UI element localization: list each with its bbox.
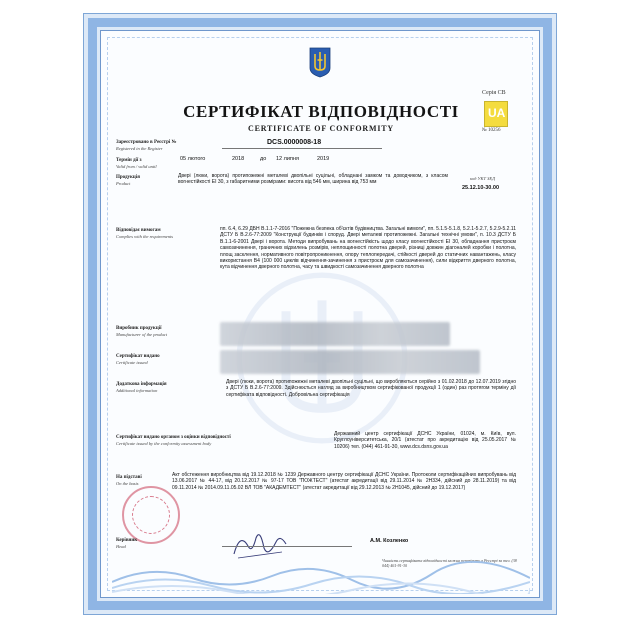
valid-from-day: 05 лютого bbox=[180, 156, 206, 162]
product-label: Продукція bbox=[116, 175, 140, 180]
additional-label: Додаткова інформація bbox=[116, 382, 167, 387]
body-label-en: Certificate issued by the conformity assessment body bbox=[116, 441, 212, 446]
basis-label: На підставі bbox=[116, 475, 142, 480]
head-label-en: Head bbox=[116, 544, 126, 549]
basis-label-en: On the basis bbox=[116, 481, 139, 486]
registration-label: Зареєстровано в Реєстрі № bbox=[116, 140, 177, 145]
product-code: 25.12.10-30.00 bbox=[462, 185, 500, 191]
valid-to-day: 12 липня bbox=[276, 156, 299, 162]
valid-to-year: 2019 bbox=[317, 156, 330, 162]
footer-note: Чинність сертифіката відповідності можна перевірити в Реєстрі за тел. (38 044) 461-91-30 bbox=[382, 558, 517, 568]
basis-text: Акт обстеження виробництва від 19.12.2018 № 1239 Державного центру сертифікації ДСНС України. Протоколи сертифікаційних випробувань від 13.06.2017 № 44-17, від 20.12.2017 № 97-17 ТОВ "ПОЖТЕСТ" (атестат акредитації від 29.11.2014 № 2Н334, дійсний до 28.11.2019) та від 09.11.2014 № 2014.09.11.05.02 ВЛ ТОВ "АКАДЕМТЕСТ" (атестат акредитації від 29.12.2013 № 2Н1045, дійсний до 19.12.2017) bbox=[172, 472, 516, 491]
title-ukrainian: СЕРТИФІКАТ ВІДПОВІДНОСТІ bbox=[183, 102, 459, 121]
trident-emblem-icon bbox=[308, 46, 332, 78]
valid-to-word: до bbox=[260, 156, 267, 162]
certificate-sheet bbox=[83, 13, 557, 615]
manufacturer-label: Виробник продукції bbox=[116, 326, 162, 331]
title-english: CERTIFICATE OF CONFORMITY bbox=[248, 124, 394, 133]
head-name: А.М. Козленко bbox=[370, 538, 409, 544]
manufacturer-label-en: Manufacturer of the product bbox=[116, 332, 168, 337]
mark-number: № 10256 bbox=[482, 128, 501, 133]
additional-text: Двері (люки, ворота) протипожежні металеві двопільні суцільні, що виробляються серійно з 01.02.2018 до 12.07.2019 згідно з ДСТУ Б В.2.6-77:2009. Здійснюється нагляд за виробництвом сертифікованої продукції 1 (один) раз протягом терміну дії сертифіката відповідності. Добровільна сертифікація bbox=[226, 379, 516, 398]
decorative-waves bbox=[112, 558, 530, 594]
manufacturer-redacted bbox=[220, 322, 450, 346]
requirements-label: Відповідає вимогам bbox=[116, 228, 161, 233]
head-label: Керівник bbox=[116, 538, 138, 543]
body-text: Державний центр сертифікації ДСНС України, 01024, м. Київ, вул. Круглоуніверситетська, 20/1 (атестат про акредитацію від 25.05.2017 № 10206) тел. (044) 461-91-30, www.dcs.dsns.gov.ua bbox=[334, 431, 516, 450]
ua-mark-letters: UA bbox=[488, 106, 506, 120]
official-stamp-inner bbox=[132, 496, 170, 534]
registration-label-en: Registered in the Register bbox=[116, 146, 163, 151]
registration-number: DCS.0000008-18 bbox=[267, 139, 322, 146]
valid-from-year: 2018 bbox=[232, 156, 245, 162]
body-label: Сертифікат видано органом з оцінки відповідності bbox=[116, 435, 231, 440]
issued-label: Сертифікат видано bbox=[116, 354, 160, 359]
certificate-content bbox=[112, 38, 530, 594]
product-description: Двері (люки, ворота) протипожежні металеві двопільні суцільні, обладнані замком та доводчиком, з класом вогнестійкості ЕІ 30, з габаритними розмірами: висота від 546 мм, ширина від 753 мм bbox=[178, 173, 448, 186]
requirements-label-en: Complies with the requirements bbox=[116, 234, 174, 239]
additional-label-en: Additional information bbox=[116, 388, 158, 393]
issued-redacted bbox=[220, 350, 480, 374]
series-label: Серія СВ bbox=[482, 90, 506, 96]
product-code-label: код УКТ ЗЕД bbox=[470, 176, 496, 181]
issued-label-en: Certificate issued bbox=[116, 360, 148, 365]
validity-label: Термін дії з bbox=[116, 158, 142, 163]
validity-label-en: Valid from / valid until bbox=[116, 164, 157, 169]
product-label-en: Product bbox=[116, 181, 131, 186]
requirements-text: пп. 6.4, 6.29 ДБН В.1.1-7-2016 "Пожежна безпека об'єктів будівництва. Загальні вимоги", пп. 5.1.5-5.1.8, 5.2.1-5.2.7, 5.2.9-5.2.11 ДСТУ Б В.2.6-77:2009 "Конструкції будинків і споруд. Двері металеві протипожежні. Загальні технічні умови", п. 10.3 ДСТУ Б В.1.1-6-2001 Двері і ворота. Методи випробувань на вогнестійкість щодо класу вогнестійкості ЕІ 30, обладнання пристроєм самозачинення, граничних відхилень розмірів, неплощинності полотна дверей, різниці довжин діагоналей коробки і полотна, площ засклення, нормативного повітропроникнення, опору теплопередачі, стійкості дверей до статичних навантажень, класу використання В4 (100 000 циклів відчинення-зачинення з пристроєм для самозачинення), сили відкриття дверного полотна, кута відчинення дверного полотна, часу та швидкості самозачинення дверного полотна bbox=[220, 226, 516, 271]
